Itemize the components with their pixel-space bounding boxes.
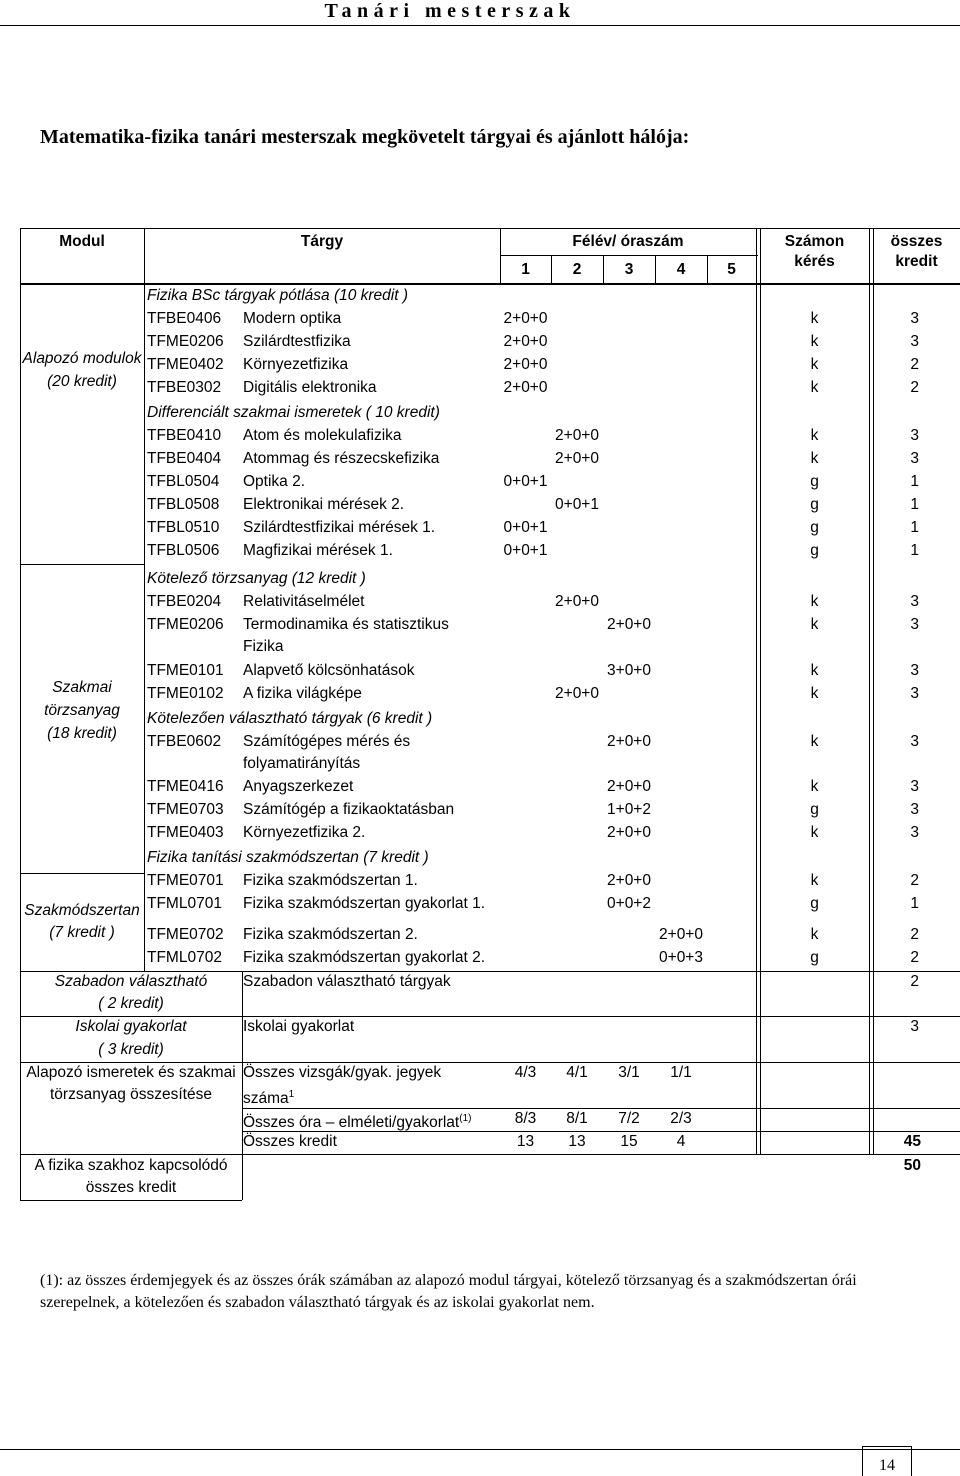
group-header: Fizika BSc tárgyak pótlása (10 kredit ) xyxy=(147,287,409,304)
course-hours: 2+0+0 xyxy=(503,310,548,327)
header-felev: Félév/ óraszám xyxy=(572,233,684,250)
module-szabadon-label: Szabadon választható xyxy=(54,973,208,990)
col-rule xyxy=(144,228,145,971)
course-credit: 1 xyxy=(910,542,919,559)
course-hours: 2+0+0 xyxy=(555,427,599,444)
course-hours: 2+0+0 xyxy=(503,333,548,350)
course-hours: 0+0+2 xyxy=(607,895,651,912)
table-border-bottom xyxy=(20,1200,242,1201)
header-rule xyxy=(0,25,960,26)
course-credit: 1 xyxy=(910,895,919,912)
elective-label: Szabadon választható tárgyak xyxy=(243,973,451,990)
page-header xyxy=(0,0,960,26)
course-hours: 2+0+0 xyxy=(607,872,651,889)
section-rule xyxy=(20,873,144,874)
header-keres: kérés xyxy=(794,253,835,270)
course-name: Atommag és részecskefizika xyxy=(243,450,440,467)
section-rule xyxy=(20,1016,960,1017)
summary-hours-label-text: Összes óra – elméleti/gyakorlat xyxy=(243,1114,460,1132)
summary-credit-value: 15 xyxy=(620,1133,638,1150)
course-hours: 0+0+1 xyxy=(503,519,548,536)
course-name: Számítógép a fizikaoktatásban xyxy=(243,801,455,818)
course-code: TFBE0404 xyxy=(147,450,222,467)
course-hours: 2+0+0 xyxy=(555,593,599,610)
footnote: (1): az összes érdemjegyek és az összes órák számában az alapozó modul tárgyai, kötelező törzsanyag és a szakmódszertan órái szerepelnek, a kötelezően és szabadon választható tárgyak és az iskolai gyakorlat nem. xyxy=(40,1272,857,1311)
group-header: Differenciált szakmai ismeretek ( 10 kredit) xyxy=(147,404,440,421)
course-hours: 0+0+1 xyxy=(503,473,548,490)
course-exam: k xyxy=(810,733,819,750)
course-name: Környezetfizika xyxy=(243,356,349,373)
group-header: Fizika tanítási szakmódszertan (7 kredit ) xyxy=(147,849,429,866)
course-code: TFME0703 xyxy=(147,801,224,818)
course-exam: k xyxy=(810,333,819,350)
summary-credit-label: Összes kredit xyxy=(243,1133,337,1150)
course-credit: 1 xyxy=(910,496,919,513)
group-header: Kötelezően választható tárgyak (6 kredit ) xyxy=(147,710,433,727)
module-alapozo-label: Alapozó modulok xyxy=(22,350,142,367)
summary-hours-value: 2/3 xyxy=(670,1110,692,1127)
course-credit: 1 xyxy=(910,473,919,490)
course-code: TFBE0406 xyxy=(147,310,222,327)
course-code: TFML0701 xyxy=(147,895,222,912)
course-name: Anyagszerkezet xyxy=(243,778,354,795)
module-summary-label: törzsanyag összesítése xyxy=(50,1086,212,1103)
page-number: 14 xyxy=(879,1457,895,1474)
course-credit: 2 xyxy=(910,872,919,889)
course-name: Termodinamika és statisztikus xyxy=(243,616,449,633)
summary-hours-value: 7/2 xyxy=(618,1110,640,1127)
module-summary-label: Alapozó ismeretek és szakmai xyxy=(26,1064,236,1081)
header-bottom-rule xyxy=(20,283,960,285)
summary-exams-label: Összes vizsgák/gyak. jegyek xyxy=(243,1064,442,1081)
course-exam: k xyxy=(810,926,819,943)
summary-credit-total: 45 xyxy=(903,1133,921,1150)
header-modul: Modul xyxy=(59,233,105,250)
course-code: TFME0701 xyxy=(147,872,224,889)
course-credit: 3 xyxy=(910,778,919,795)
col-rule xyxy=(756,228,757,1154)
grand-total-credit: 50 xyxy=(903,1157,921,1174)
course-hours: 1+0+2 xyxy=(607,801,651,818)
summary-exams-label-continued xyxy=(243,1086,294,1108)
summary-credit-value: 13 xyxy=(516,1133,535,1150)
course-exam: k xyxy=(810,427,819,444)
summary-credit-value: 13 xyxy=(568,1133,586,1150)
course-code: TFBL0508 xyxy=(147,496,220,513)
course-name: Digitális elektronika xyxy=(243,379,377,396)
course-name: Elektronikai mérések 2. xyxy=(243,496,405,513)
course-code: TFBL0506 xyxy=(147,542,220,559)
header-semester-1: 1 xyxy=(521,261,530,278)
course-hours: 3+0+0 xyxy=(607,662,651,679)
course-exam: k xyxy=(810,824,819,841)
course-credit: 2 xyxy=(910,926,919,943)
course-code: TFBL0504 xyxy=(147,473,220,490)
course-name: Modern optika xyxy=(243,310,342,327)
header-title: Tanári mesterszak xyxy=(324,0,576,22)
course-hours: 0+0+3 xyxy=(659,949,703,966)
course-name: Alapvető kölcsönhatások xyxy=(243,662,415,679)
course-credit: 3 xyxy=(910,593,919,610)
header-osszes: összes xyxy=(890,233,943,250)
course-credit: 3 xyxy=(910,333,919,350)
summary-exams-value: 4/1 xyxy=(566,1064,588,1081)
module-szakmai-label: törzsanyag xyxy=(44,702,120,719)
course-exam: k xyxy=(810,593,819,610)
course-name-continued: folyamatirányítás xyxy=(243,755,361,772)
course-code: TFBE0302 xyxy=(147,379,222,396)
course-name: Környezetfizika 2. xyxy=(243,824,366,841)
course-exam: k xyxy=(810,616,819,633)
module-szakmod-credit: (7 kredit ) xyxy=(49,924,115,941)
course-credit: 3 xyxy=(910,310,919,327)
course-credit: 3 xyxy=(910,662,919,679)
course-code: TFME0416 xyxy=(147,778,224,795)
course-exam: k xyxy=(810,662,819,679)
module-szakmai-label: Szakmai xyxy=(52,679,112,696)
course-code: TFME0206 xyxy=(147,333,224,350)
section-rule xyxy=(242,1108,960,1109)
course-hours: 2+0+0 xyxy=(503,356,548,373)
table-border-top xyxy=(20,228,960,229)
course-exam: g xyxy=(810,895,819,912)
course-code: TFBE0602 xyxy=(147,733,222,750)
section-rule xyxy=(20,1062,960,1063)
course-hours: 2+0+0 xyxy=(607,824,651,841)
course-name-continued: Fizika xyxy=(243,638,284,655)
module-iskolai-label: Iskolai gyakorlat xyxy=(75,1018,187,1035)
header-semester-2: 2 xyxy=(572,261,582,278)
module-szabadon-credit: ( 2 kredit) xyxy=(98,995,164,1012)
header-semester-rule xyxy=(500,255,758,256)
course-credit: 2 xyxy=(910,356,919,373)
col-rule xyxy=(869,228,870,1154)
course-credit: 3 xyxy=(910,616,919,633)
course-code: TFME0402 xyxy=(147,356,224,373)
course-name: Számítógépes mérés és xyxy=(243,733,411,750)
course-exam: k xyxy=(810,685,819,702)
header-semester-5: 5 xyxy=(727,261,736,278)
course-credit: 3 xyxy=(910,824,919,841)
course-hours: 2+0+0 xyxy=(555,450,599,467)
header-szamon: Számon xyxy=(784,233,845,250)
course-hours: 2+0+0 xyxy=(607,778,651,795)
course-exam: g xyxy=(810,949,819,966)
course-name: Fizika szakmódszertan gyakorlat 2. xyxy=(243,949,486,966)
module-total-label: összes kredit xyxy=(85,1179,177,1196)
course-name: Magfizikai mérések 1. xyxy=(243,542,393,559)
practice-label: Iskolai gyakorlat xyxy=(243,1018,355,1035)
practice-credit: 3 xyxy=(910,1018,919,1035)
course-exam: k xyxy=(810,379,819,396)
header-semester-4: 4 xyxy=(676,261,686,278)
page-number-box xyxy=(862,1446,912,1476)
course-name: Relativitáselmélet xyxy=(243,593,365,610)
course-exam: k xyxy=(810,310,819,327)
summary-credit-value: 4 xyxy=(676,1133,686,1150)
course-name: Fizika szakmódszertan 2. xyxy=(243,926,418,943)
course-name: A fizika világképe xyxy=(243,685,362,702)
course-credit: 1 xyxy=(910,519,919,536)
summary-hours-label xyxy=(243,1110,471,1132)
course-name: Fizika szakmódszertan gyakorlat 1. xyxy=(243,895,486,912)
course-exam: k xyxy=(810,450,819,467)
course-exam: k xyxy=(810,778,819,795)
module-iskolai-credit: ( 3 kredit) xyxy=(98,1041,164,1058)
course-credit: 2 xyxy=(910,379,919,396)
course-hours: 0+0+1 xyxy=(503,542,548,559)
course-code: TFME0206 xyxy=(147,616,224,633)
section-rule xyxy=(20,564,144,565)
course-code: TFBL0510 xyxy=(147,519,220,536)
curriculum-table xyxy=(20,228,960,1201)
section-rule xyxy=(20,1154,960,1155)
summary-hours-value: 8/1 xyxy=(566,1110,588,1127)
summary-exams-label-text: száma xyxy=(243,1090,289,1108)
course-code: TFBE0204 xyxy=(147,593,222,610)
course-credit: 3 xyxy=(910,733,919,750)
course-hours: 2+0+0 xyxy=(659,926,703,943)
course-hours: 0+0+1 xyxy=(555,496,599,513)
footer-rule xyxy=(0,1449,960,1450)
course-hours: 2+0+0 xyxy=(555,685,599,702)
course-hours: 2+0+0 xyxy=(607,733,651,750)
course-credit: 3 xyxy=(910,450,919,467)
course-code: TFME0702 xyxy=(147,926,224,943)
course-exam: g xyxy=(810,801,819,818)
header-semester-3: 3 xyxy=(624,261,634,278)
course-name: Atom és molekulafizika xyxy=(243,427,402,444)
header-targy: Tárgy xyxy=(300,233,344,250)
course-exam: g xyxy=(810,473,819,490)
header-kredit: kredit xyxy=(895,253,938,270)
summary-hours-footnote-mark: (1) xyxy=(459,1113,472,1124)
summary-exams-value: 4/3 xyxy=(514,1064,537,1081)
course-exam: k xyxy=(810,872,819,889)
course-name: Optika 2. xyxy=(243,473,306,490)
summary-hours-value: 8/3 xyxy=(514,1110,537,1127)
course-credit: 3 xyxy=(910,427,919,444)
course-name: Fizika szakmódszertan 1. xyxy=(243,872,418,889)
course-exam: k xyxy=(810,356,819,373)
course-hours: 2+0+0 xyxy=(607,616,651,633)
document-title: Matematika-fizika tanári mesterszak megkövetelt tárgyai és ajánlott hálója: xyxy=(40,126,690,148)
course-code: TFME0102 xyxy=(147,685,224,702)
module-total-label: A fizika szakhoz kapcsolódó xyxy=(34,1157,228,1174)
course-credit: 3 xyxy=(910,801,919,818)
course-credit: 2 xyxy=(910,949,919,966)
section-rule xyxy=(20,971,960,972)
module-szakmai-credit: (18 kredit) xyxy=(47,725,117,742)
summary-exams-value: 1/1 xyxy=(670,1064,692,1081)
course-hours: 2+0+0 xyxy=(503,379,548,396)
course-credit: 3 xyxy=(910,685,919,702)
course-code: TFME0403 xyxy=(147,824,224,841)
group-header: Kötelező törzsanyag (12 kredit ) xyxy=(147,570,366,587)
summary-exams-value: 3/1 xyxy=(618,1064,640,1081)
course-name: Szilárdtestfizikai mérések 1. xyxy=(243,519,436,536)
course-code: TFME0101 xyxy=(147,662,224,679)
course-code: TFBE0410 xyxy=(147,427,222,444)
course-exam: g xyxy=(810,519,819,536)
course-exam: g xyxy=(810,542,819,559)
course-name: Szilárdtestfizika xyxy=(243,333,351,350)
module-szakmod-label: Szakmódszertan xyxy=(24,902,140,919)
summary-exams-footnote-mark: 1 xyxy=(288,1089,295,1100)
course-code: TFML0702 xyxy=(147,949,222,966)
elective-credit: 2 xyxy=(910,973,919,990)
course-exam: g xyxy=(810,496,819,513)
module-alapozo-credit: (20 kredit) xyxy=(47,373,117,390)
